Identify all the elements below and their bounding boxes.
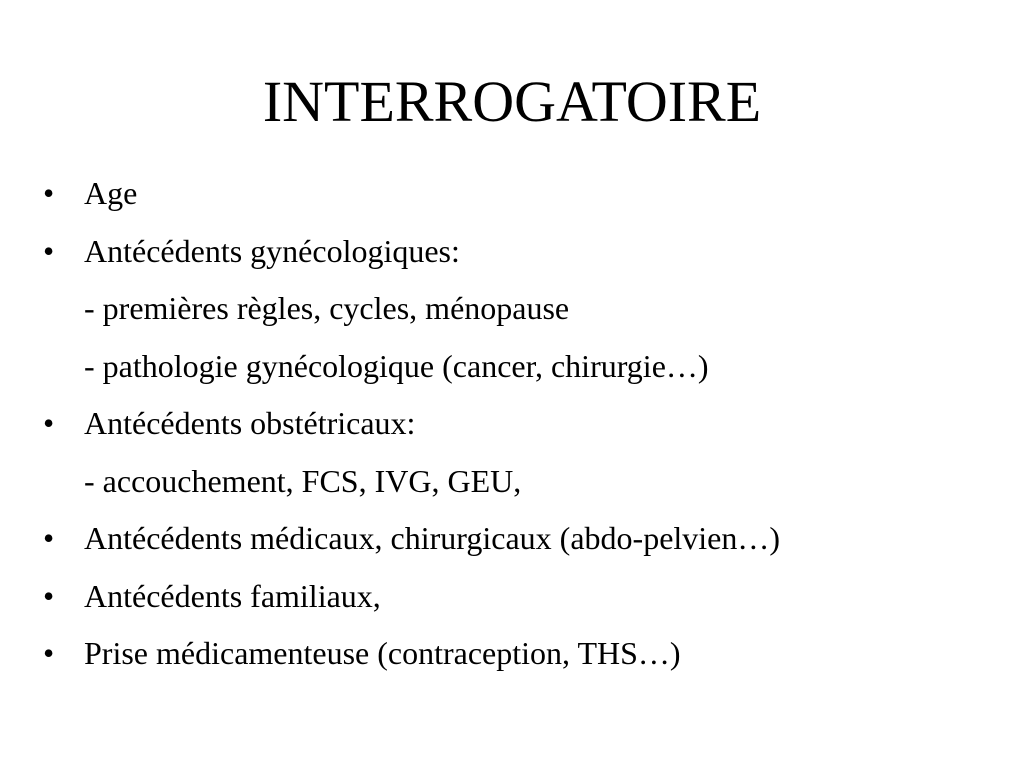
bullet-list [0,165,1024,683]
list-item [0,223,1024,281]
bullet-marker: • [43,577,55,614]
sub-item [0,338,1024,396]
sub-item [0,453,1024,511]
list-item-text: Age [84,175,138,211]
list-item-text: Antécédents familiaux, [84,577,381,614]
bullet-marker: • [43,405,55,441]
list-item [0,568,1024,626]
sub-item-text: - pathologie gynécologique (cancer, chirurgie…) [84,347,709,384]
sub-item-text: - premières règles, cycles, ménopause [84,290,570,326]
list-item-text: Antécédents médicaux, chirurgicaux (abdo-pelvien…) [84,520,781,556]
list-item-text: Prise médicamenteuse (contraception, THS…) [84,635,681,671]
list-item [0,165,1024,223]
sub-item [0,280,1024,338]
bullet-marker: • [43,232,55,269]
bullet-marker: • [43,635,55,671]
sub-item-text: - accouchement, FCS, IVG, GEU, [84,462,522,499]
list-item-text: Antécédents gynécologiques: [84,232,460,269]
list-item [0,510,1024,568]
list-item-text: Antécédents obstétricaux: [84,405,416,441]
slide-title: INTERROGATOIRE [262,69,762,134]
list-item [0,625,1024,683]
bullet-marker: • [43,175,55,211]
list-item [0,395,1024,453]
bullet-marker: • [43,520,55,556]
